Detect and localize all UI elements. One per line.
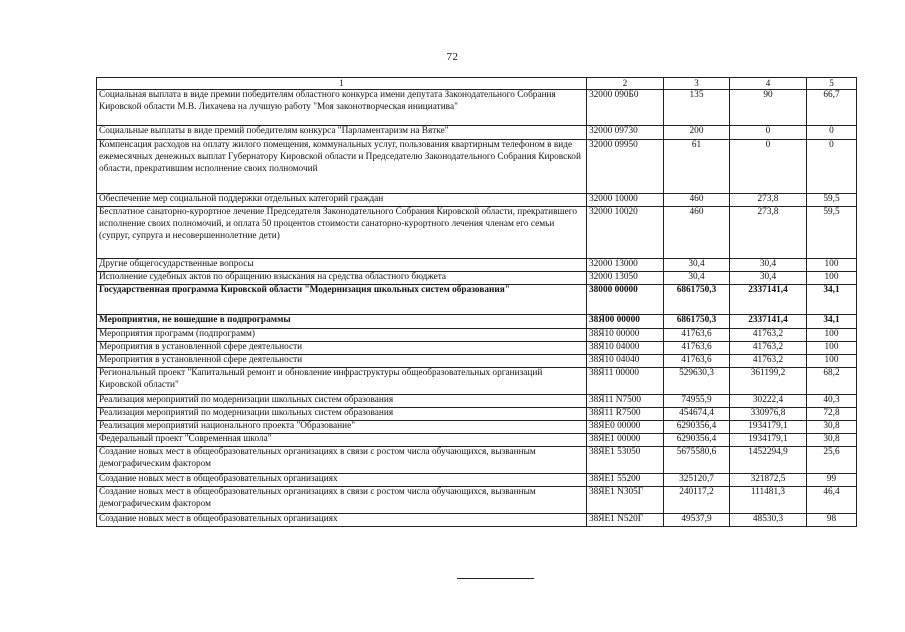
table-row xyxy=(97,90,857,126)
row-planned-value: 30,4 xyxy=(664,272,730,285)
table-row xyxy=(97,355,857,368)
row-percent: 98 xyxy=(807,514,857,527)
row-percent: 59,5 xyxy=(807,207,857,259)
table-row xyxy=(97,368,857,395)
row-planned-value: 135 xyxy=(664,90,730,126)
row-percent: 66,7 xyxy=(807,90,857,126)
row-planned-value: 529630,3 xyxy=(664,368,730,395)
row-executed-value: 41763,2 xyxy=(730,329,807,342)
row-name: Создание новых мест в общеобразовательных организациях xyxy=(97,514,587,527)
row-executed-value: 30,4 xyxy=(730,272,807,285)
row-name: Реализация мероприятий по модернизации школьных систем образования xyxy=(97,408,587,421)
row-planned-value: 74955,9 xyxy=(664,395,730,408)
row-name: Мероприятия, не вошедшие в подпрограммы xyxy=(97,315,587,329)
table-row xyxy=(97,259,857,272)
row-executed-value: 330976,8 xyxy=(730,408,807,421)
row-percent: 100 xyxy=(807,342,857,355)
row-name: Компенсация расходов на оплату жилого помещения, коммунальных услуг, пользования квартирным телефоном в виде ежемесячных денежных выплат Губернатору Кировской области и Председателю Законодательного Собрания Кировской области, прекратившим исполнение своих полномочий xyxy=(97,140,587,194)
row-executed-value: 30222,4 xyxy=(730,395,807,408)
row-name: Исполнение судебных актов по обращению взыскания на средства областного бюджета xyxy=(97,272,587,285)
row-percent: 0 xyxy=(807,140,857,194)
row-name: Создание новых мест в общеобразовательных организациях в связи с ростом числа обучающихся, вызванным демографическим фактором xyxy=(97,487,587,514)
table-row xyxy=(97,140,857,194)
table-row xyxy=(97,447,857,474)
row-code: 32000 09950 xyxy=(587,140,664,194)
row-percent: 68,2 xyxy=(807,368,857,395)
row-code: 32000 13050 xyxy=(587,272,664,285)
row-executed-value: 273,8 xyxy=(730,207,807,259)
row-code: 38000 00000 xyxy=(587,285,664,315)
row-planned-value: 30,4 xyxy=(664,259,730,272)
row-executed-value: 273,8 xyxy=(730,194,807,207)
row-percent: 30,8 xyxy=(807,434,857,447)
row-code: 32000 090Б0 xyxy=(587,90,664,126)
row-code: 38Я11 00000 xyxy=(587,368,664,395)
row-code: 38Я10 00000 xyxy=(587,329,664,342)
table-row xyxy=(97,315,857,329)
row-code: 32000 10020 xyxy=(587,207,664,259)
row-executed-value: 111481,3 xyxy=(730,487,807,514)
row-code: 38ЯЕ1 N305Г xyxy=(587,487,664,514)
row-executed-value: 41763,2 xyxy=(730,355,807,368)
table-row xyxy=(97,285,857,315)
row-code: 38ЯЕ1 55200 xyxy=(587,474,664,487)
row-code: 38Я00 00000 xyxy=(587,315,664,329)
table-row xyxy=(97,272,857,285)
row-planned-value: 240117,2 xyxy=(664,487,730,514)
row-code: 38Я10 04000 xyxy=(587,342,664,355)
row-name: Бесплатное санаторно-курортное лечение Председателя Законодательного Собрания Кировской области, прекратившего исполнение своих полномочий, и оплата 50 процентов стоимости санаторно-курортного лечения членам его семьи (супруг, супруга и несовершеннолетние дети) xyxy=(97,207,587,259)
row-planned-value: 41763,6 xyxy=(664,355,730,368)
row-name: Мероприятия программ (подпрограмм) xyxy=(97,329,587,342)
row-percent: 100 xyxy=(807,272,857,285)
row-code: 32000 13000 xyxy=(587,259,664,272)
row-executed-value: 1452294,9 xyxy=(730,447,807,474)
row-executed-value: 41763,2 xyxy=(730,342,807,355)
row-percent: 25,6 xyxy=(807,447,857,474)
row-planned-value: 325120,7 xyxy=(664,474,730,487)
row-percent: 100 xyxy=(807,329,857,342)
row-executed-value: 90 xyxy=(730,90,807,126)
row-percent: 34,1 xyxy=(807,315,857,329)
table-row xyxy=(97,514,857,527)
row-planned-value: 41763,6 xyxy=(664,342,730,355)
row-executed-value: 2337141,4 xyxy=(730,315,807,329)
row-name: Мероприятия в установленной сфере деятельности xyxy=(97,342,587,355)
row-code: 38ЯЕ1 N520Г xyxy=(587,514,664,527)
row-name: Обеспечение мер социальной поддержки отдельных категорий граждан xyxy=(97,194,587,207)
table-row xyxy=(97,434,857,447)
row-code: 38ЯЕ1 53050 xyxy=(587,447,664,474)
row-planned-value: 200 xyxy=(664,126,730,140)
row-name: Реализация мероприятий национального проекта "Образование" xyxy=(97,421,587,434)
table-row xyxy=(97,329,857,342)
row-planned-value: 454674,4 xyxy=(664,408,730,421)
row-executed-value: 0 xyxy=(730,126,807,140)
row-percent: 100 xyxy=(807,259,857,272)
row-executed-value: 2337141,4 xyxy=(730,285,807,315)
row-planned-value: 460 xyxy=(664,194,730,207)
row-percent: 59,5 xyxy=(807,194,857,207)
table-row xyxy=(97,395,857,408)
row-code: 38ЯЕ0 00000 xyxy=(587,421,664,434)
row-name: Мероприятия в установленной сфере деятельности xyxy=(97,355,587,368)
row-name: Федеральный проект "Современная школа" xyxy=(97,434,587,447)
table-row xyxy=(97,194,857,207)
table-row xyxy=(97,207,857,259)
row-percent: 72,8 xyxy=(807,408,857,421)
table-row xyxy=(97,126,857,140)
column-header-1: 1 xyxy=(97,78,587,90)
table-row xyxy=(97,487,857,514)
row-code: 38Я11 N7500 xyxy=(587,395,664,408)
column-header-4: 4 xyxy=(730,78,807,90)
row-code: 38Я11 R7500 xyxy=(587,408,664,421)
row-planned-value: 460 xyxy=(664,207,730,259)
row-code: 32000 10000 xyxy=(587,194,664,207)
row-percent: 0 xyxy=(807,126,857,140)
page-number: 72 xyxy=(446,51,459,63)
row-executed-value: 1934179,1 xyxy=(730,434,807,447)
row-name: Государственная программа Кировской области "Модернизация школьных систем образования" xyxy=(97,285,587,315)
row-planned-value: 6290356,4 xyxy=(664,434,730,447)
row-planned-value: 6290356,4 xyxy=(664,421,730,434)
row-name: Другие общегосударственные вопросы xyxy=(97,259,587,272)
column-header-3: 3 xyxy=(664,78,730,90)
row-name: Региональный проект "Капитальный ремонт и обновление инфраструктуры общеобразовательных организаций Кировской области" xyxy=(97,368,587,395)
row-planned-value: 41763,6 xyxy=(664,329,730,342)
row-name: Реализация мероприятий по модернизации школьных систем образования xyxy=(97,395,587,408)
row-planned-value: 6861750,3 xyxy=(664,315,730,329)
row-code: 32000 09730 xyxy=(587,126,664,140)
row-executed-value: 361199,2 xyxy=(730,368,807,395)
table-row xyxy=(97,421,857,434)
table-row xyxy=(97,474,857,487)
row-executed-value: 0 xyxy=(730,140,807,194)
column-header-5: 5 xyxy=(807,78,857,90)
row-planned-value: 6861750,3 xyxy=(664,285,730,315)
row-percent: 34,1 xyxy=(807,285,857,315)
table-row xyxy=(97,408,857,421)
row-planned-value: 61 xyxy=(664,140,730,194)
row-percent: 46,4 xyxy=(807,487,857,514)
budget-execution-table xyxy=(96,77,857,527)
table-row xyxy=(97,342,857,355)
row-code: 38Я10 04040 xyxy=(587,355,664,368)
row-planned-value: 5675580,6 xyxy=(664,447,730,474)
row-name: Социальная выплата в виде премии победителям областного конкурса имени депутата Законодательного Собрания Кировской области М.В. Лихачева на лучшую работу "Моя законотворческая инициатива" xyxy=(97,90,587,126)
row-planned-value: 49537,9 xyxy=(664,514,730,527)
row-executed-value: 1934179,1 xyxy=(730,421,807,434)
row-name: Создание новых мест в общеобразовательных организациях в связи с ростом числа обучающихся, вызванным демографическим фактором xyxy=(97,447,587,474)
row-executed-value: 321872,5 xyxy=(730,474,807,487)
row-name: Создание новых мест в общеобразовательных организациях xyxy=(97,474,587,487)
footer-divider xyxy=(457,578,534,579)
column-header-2: 2 xyxy=(587,78,664,90)
row-code: 38ЯЕ1 00000 xyxy=(587,434,664,447)
row-name: Социальные выплаты в виде премий победителям конкурса "Парламентаризм на Вятке" xyxy=(97,126,587,140)
row-percent: 30,8 xyxy=(807,421,857,434)
row-executed-value: 30,4 xyxy=(730,259,807,272)
row-percent: 40,3 xyxy=(807,395,857,408)
table-header-row xyxy=(97,78,857,90)
row-percent: 99 xyxy=(807,474,857,487)
row-executed-value: 48530,3 xyxy=(730,514,807,527)
row-percent: 100 xyxy=(807,355,857,368)
